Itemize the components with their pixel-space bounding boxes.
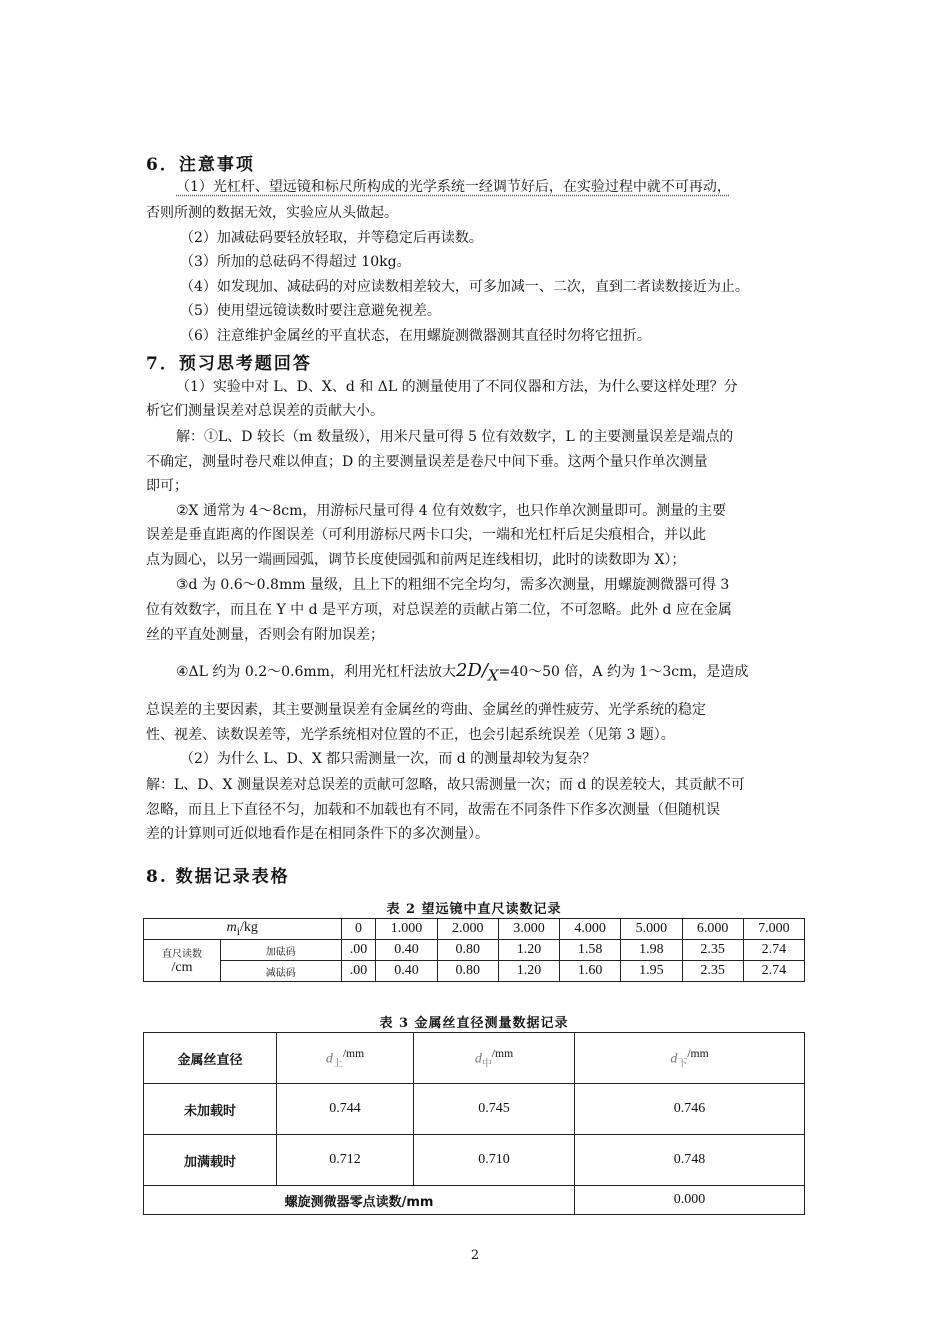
mass-cell: 6.000 <box>682 919 743 940</box>
d-upper-header: $d_上^{/mm}$ <box>277 1033 414 1084</box>
answer-c3: 丝的平直处测量，否则会有附加误差； <box>146 627 384 643</box>
answer-e2: 忽略，而且上下直径不匀，加载和不加载也有不同，故需在不同条件下作多次测量（但随机误 <box>146 802 720 818</box>
add-value: 0.80 <box>437 940 498 961</box>
section-8-title: 8. 数据记录表格 <box>146 867 290 887</box>
note-3: （3）所加的总砝码不得超过 10kg。 <box>180 254 411 270</box>
fraction-2d-over-x: $2D/_X$ <box>455 660 499 685</box>
note-5: （5）使用望远镜读数时要注意避免视差。 <box>180 303 441 319</box>
mass-cell: 7.000 <box>743 919 804 940</box>
answer-b3: 点为圆心，以另一端画园弧，调节长度使园弧和前两足连线相切，此时的读数即为 X）； <box>146 552 686 568</box>
note-6: （6）注意维护金属丝的平直状态，在用螺旋测微器测其直径时勿将它扭折。 <box>180 328 651 344</box>
table-row <box>144 961 805 982</box>
note-2: （2）加减砝码要轻放轻取，并等稳定后再读数。 <box>180 230 483 246</box>
add-value: 1.20 <box>498 940 559 961</box>
note-4: （4）如发现加、减砝码的对应读数相差较大，可多加减一、二次，直到二者读数接近为止。 <box>180 279 749 295</box>
note-1a: （1）光杠杆、望远镜和标尺所构成的光学系统一经调节好后，在实验过程中就不可再动， <box>176 179 731 195</box>
diameter-value: 0.745 <box>414 1084 575 1135</box>
fraction-denominator: X <box>487 666 499 685</box>
answer-b1: ②X 通常为 4～8cm，用游标尺量可得 4 位有效数字，也只作单次测量即可。测量的主要 <box>176 503 727 519</box>
answer-a2: 不确定，测量时卷尺难以伸直；D 的主要测量误差是卷尺中间下垂。这两个量只作单次测量 <box>146 454 708 470</box>
table-3 <box>143 1032 805 1215</box>
note-1b: 否则所测的数据无效，实验应从头做起。 <box>146 205 398 221</box>
question-1b: 析它们测量误差对总误差的贡献大小。 <box>146 403 384 419</box>
answer-a3: 即可； <box>146 478 188 494</box>
fraction-numerator: 2D <box>455 660 482 681</box>
table-row <box>144 1135 805 1186</box>
diameter-corner-header: 金属丝直径 <box>144 1033 277 1084</box>
answer-d1-pre: ④ΔL 约为 0.2～0.6mm，利用光杠杆法放大 <box>176 664 456 680</box>
question-2: （2）为什么 L、D、X 都只需测量一次，而 d 的测量却较为复杂？ <box>180 751 597 767</box>
section-7-title: 7．预习思考题回答 <box>146 354 312 374</box>
sub-value: 2.35 <box>682 961 743 982</box>
mass-cell: 5.000 <box>621 919 682 940</box>
diameter-value: 0.744 <box>277 1084 414 1135</box>
mass-cell: 0 <box>341 919 376 940</box>
zero-reading-label: 螺旋测微器零点读数/mm <box>144 1186 575 1215</box>
question-1a: （1）实验中对 L、D、X、d 和 ΔL 的测量使用了不同仪器和方法，为什么要这样处理？分 <box>176 379 738 395</box>
sub-value: 2.74 <box>743 961 804 982</box>
add-value: 1.58 <box>560 940 621 961</box>
add-value: 2.35 <box>682 940 743 961</box>
add-value: 0.40 <box>376 940 437 961</box>
zero-reading-value: 0.000 <box>575 1186 805 1215</box>
sub-value: 0.40 <box>376 961 437 982</box>
add-value: 1.98 <box>621 940 682 961</box>
reading-row-label: 直尺读数 /cm <box>144 940 221 982</box>
answer-d2: 总误差的主要因素，其主要测量误差有金属丝的弯曲、金属丝的弹性疲劳、光学系统的稳定 <box>146 702 706 718</box>
table-2-caption: 表 2 望远镜中直尺读数记录 <box>386 902 562 917</box>
mass-cell: 1.000 <box>376 919 437 940</box>
answer-c2: 位有效数字，而且在 Y 中 d 是平方项，对总误差的贡献占第二位，不可忽略。此外 d 应在金属 <box>146 602 732 618</box>
table-row <box>144 1084 805 1135</box>
table-row <box>144 1186 805 1215</box>
table-row <box>144 1033 805 1084</box>
remove-weight-label: 减砝码 <box>221 961 342 982</box>
page-number: 2 <box>470 1248 480 1263</box>
d-lower-header: $d_下^{/mm}$ <box>575 1033 805 1084</box>
diameter-value: 0.710 <box>414 1135 575 1186</box>
mass-cell: 2.000 <box>437 919 498 940</box>
answer-d1 <box>176 660 816 687</box>
add-value: 2.74 <box>743 940 804 961</box>
table-3-caption: 表 3 金属丝直径测量数据记录 <box>379 1016 569 1031</box>
row-fullload-label: 加满载时 <box>144 1135 277 1186</box>
answer-d1-post: =40～50 倍，A 约为 1～3cm，是造成 <box>498 664 749 680</box>
answer-a1: 解：①L、D 较长（m 数量级），用米尺量可得 5 位有效数字，L 的主要测量误差是端点的 <box>176 429 734 445</box>
answer-e1: 解：L、D、X 测量误差对总误差的贡献可忽略，故只需测量一次；而 d 的误差较大，其贡献不可 <box>146 777 745 793</box>
sub-value: 1.60 <box>560 961 621 982</box>
table-2 <box>143 918 805 982</box>
mass-cell: 4.000 <box>560 919 621 940</box>
section-6-title: 6．注意事项 <box>146 155 255 175</box>
diameter-value: 0.748 <box>575 1135 805 1186</box>
answer-e3: 差的计算则可近似地看作是在相同条件下的多次测量）。 <box>146 826 489 842</box>
table-row <box>144 919 805 940</box>
answer-b2: 误差是垂直距离的作图误差（可利用游标尺两卡口尖，一端和光杠杆后足尖痕相合，并以此 <box>146 527 706 543</box>
sub-value: 0.80 <box>437 961 498 982</box>
sub-value: 1.95 <box>621 961 682 982</box>
sub-value: 1.20 <box>498 961 559 982</box>
diameter-value: 0.712 <box>277 1135 414 1186</box>
diameter-value: 0.746 <box>575 1084 805 1135</box>
mass-cell: 3.000 <box>498 919 559 940</box>
table-row <box>144 940 805 961</box>
sub-value: .00 <box>341 961 376 982</box>
add-value: .00 <box>341 940 376 961</box>
answer-d3: 性、视差、读数误差等，光学系统相对位置的不正，也会引起系统误差（见第 3 题）。 <box>146 727 675 743</box>
answer-c1: ③d 为 0.6～0.8mm 量级，且上下的粗细不完全均匀，需多次测量，用螺旋测微器可得 3 <box>176 577 730 593</box>
add-weight-label: 加砝码 <box>221 940 342 961</box>
mass-header: $m_i/kg$ <box>144 919 342 940</box>
row-unloaded-label: 未加载时 <box>144 1084 277 1135</box>
d-middle-header: $d_中^{/mm}$ <box>414 1033 575 1084</box>
